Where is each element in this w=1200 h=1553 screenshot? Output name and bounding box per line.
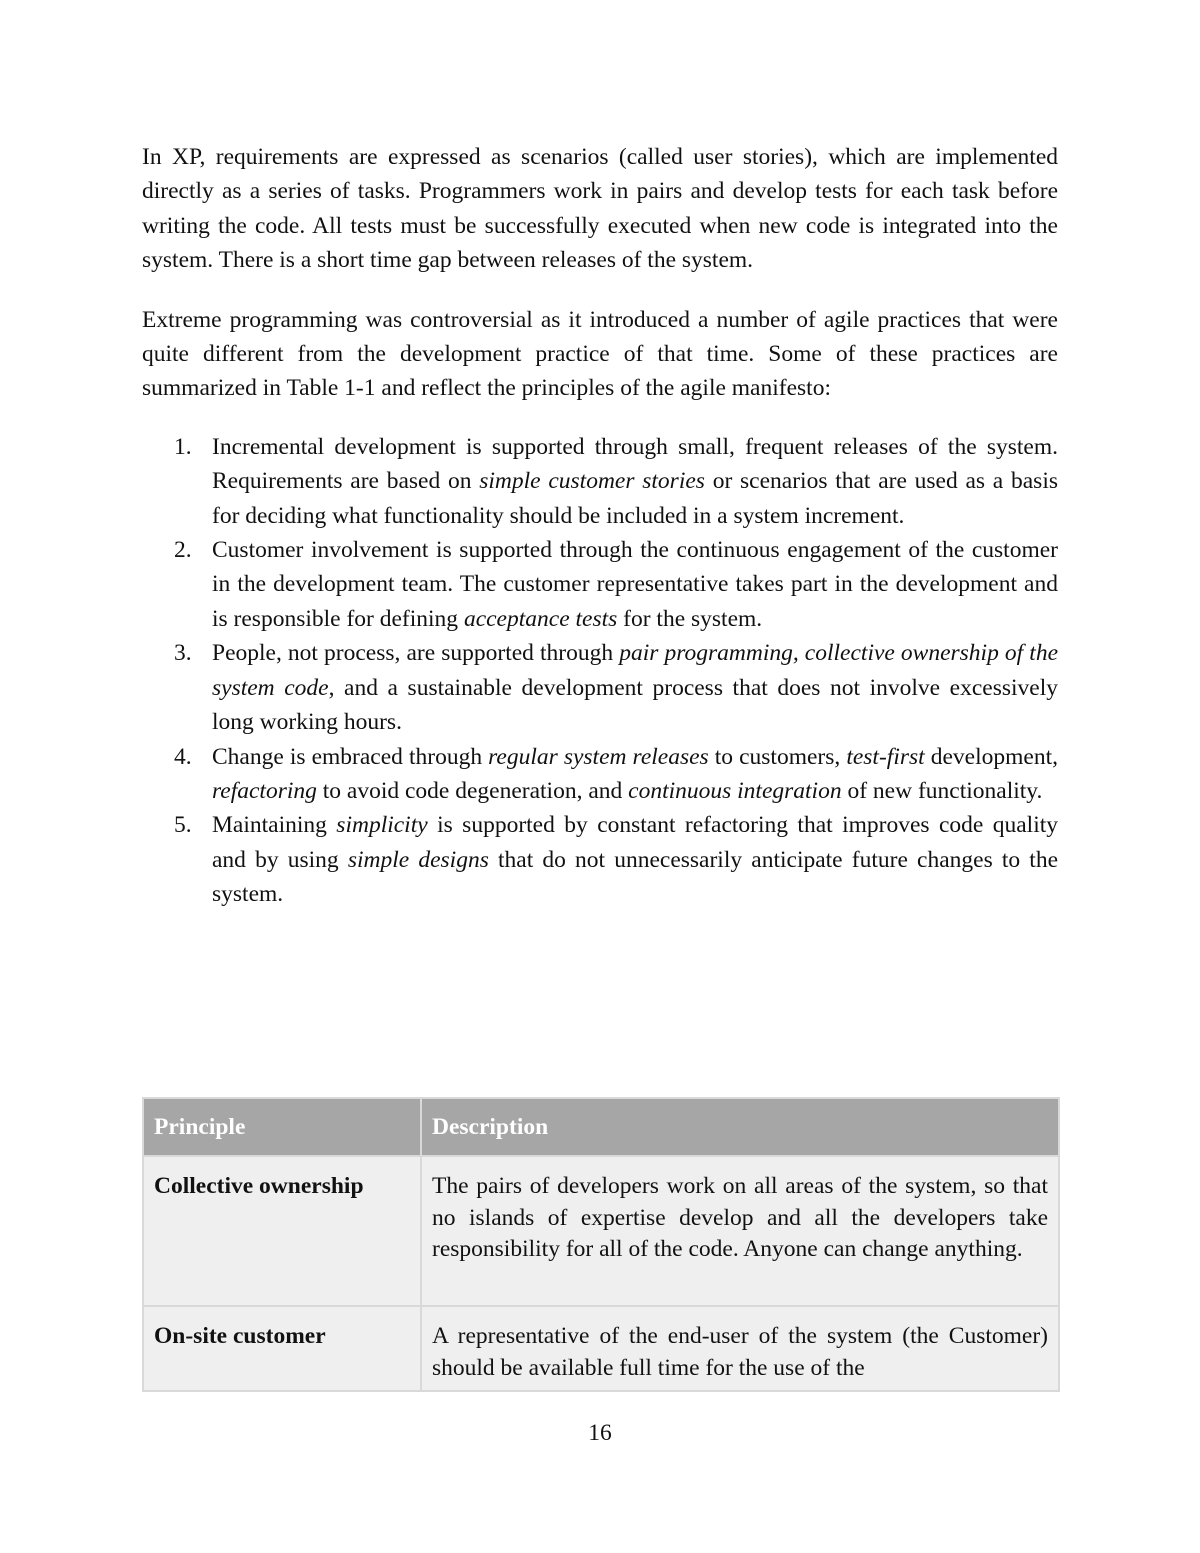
practice-text: Incremental development is supported through small, frequent releases of the system. Requirements are based on xyxy=(212,433,1058,495)
table-row xyxy=(143,1156,1059,1306)
list-number: 3. xyxy=(174,640,192,667)
practice-text: to avoid code degeneration, and xyxy=(316,777,629,804)
practice-emphasis: simplicity xyxy=(336,812,428,839)
practice-text: Customer involvement is supported through the continuous engagement of the customer in the development team. The customer representative takes part in the development and is responsible for defining xyxy=(212,537,1058,632)
practice-item xyxy=(142,430,1058,533)
practice-text: or scenarios that are used as a basis for deciding what functionality should be included in a system increment. xyxy=(212,468,1058,529)
principle-description: A representative of the end-user of the system (the Customer) should be available full time for the use of the xyxy=(421,1306,1059,1391)
practice-item xyxy=(142,740,1058,809)
practice-text: to customers, xyxy=(708,743,847,770)
practice-item xyxy=(142,533,1058,636)
practice-emphasis: acceptance tests xyxy=(463,605,618,632)
principle-name: On-site customer xyxy=(143,1306,421,1391)
practice-text: Change is embraced through xyxy=(212,743,489,770)
practice-text: for the system. xyxy=(617,605,763,632)
header-description: Description xyxy=(421,1098,1059,1156)
principle-description: The pairs of developers work on all areas of the system, so that no islands of expertise develop and all the developers take responsibility for all of the code. Anyone can change anything. xyxy=(421,1156,1059,1306)
list-number: 5. xyxy=(174,812,192,839)
practice-text: of new functionality. xyxy=(841,777,1043,804)
practice-text: People, not process, are supported through xyxy=(212,640,620,667)
practice-emphasis: simple designs xyxy=(347,846,489,873)
page-body xyxy=(142,140,1058,912)
practice-emphasis: test-first xyxy=(846,743,925,770)
practice-text: is supported by constant refactoring that improves code quality and by using xyxy=(212,812,1058,873)
practice-emphasis: pair programming, collective ownership of the system code xyxy=(212,640,1058,701)
intro-paragraph-controversial: Extreme programming was controversial as it introduced a number of agile practices that were quite different from the development practice of that time. Some of these practices are summarized in Table 1-1 and reflect the principles of the agile manifesto: xyxy=(142,306,1058,402)
practice-item xyxy=(142,808,1058,911)
practice-emphasis: refactoring xyxy=(212,777,317,804)
practice-emphasis: continuous integration xyxy=(628,777,842,804)
practice-text: that do not unnecessarily anticipate future changes to the system. xyxy=(212,846,1059,908)
list-number: 2. xyxy=(174,537,192,564)
practice-text: Maintaining xyxy=(212,812,337,839)
list-number: 1. xyxy=(174,433,192,460)
list-number: 4. xyxy=(174,743,192,770)
table-header-row xyxy=(143,1098,1059,1156)
practices-list xyxy=(142,430,1058,912)
intro-paragraph-xp: In XP, requirements are expressed as scenarios (called user stories), which are implemented directly as a series of tasks. Programmers work in pairs and develop tests for each task before writing the code. All tests must be successfully executed when new code is integrated into the system. There is a short time gap between releases of the system. xyxy=(142,144,1058,274)
practice-item xyxy=(142,636,1058,739)
principles-table xyxy=(142,1097,1060,1392)
practice-emphasis: simple customer stories xyxy=(479,468,705,495)
header-principle: Principle xyxy=(143,1098,421,1156)
practice-text: , and a sustainable development process that does not involve excessively long working hours. xyxy=(212,674,1058,736)
page-number: 16 xyxy=(588,1420,612,1446)
principle-name: Collective ownership xyxy=(143,1156,421,1306)
practice-text: development, xyxy=(924,743,1058,770)
table-row xyxy=(143,1306,1059,1391)
practice-emphasis: regular system releases xyxy=(488,743,709,770)
